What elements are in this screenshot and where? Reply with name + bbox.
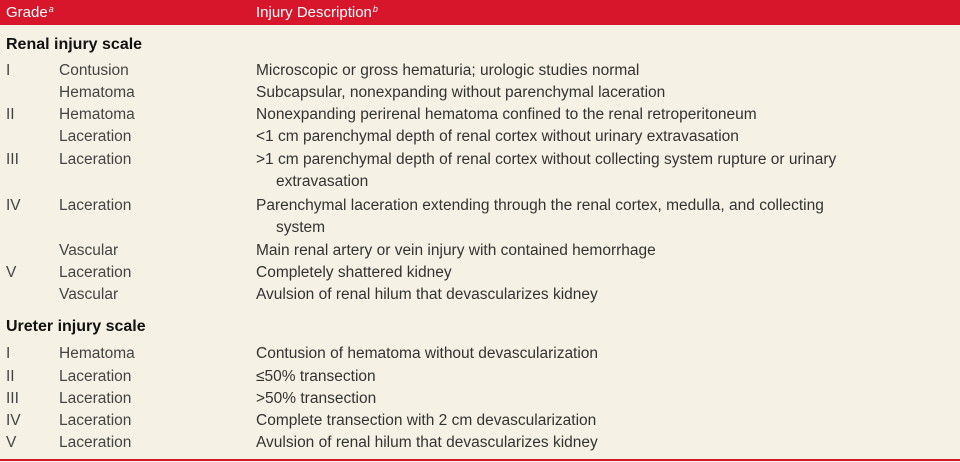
description-cell: Avulsion of renal hilum that devascularizes kidney <box>256 434 598 451</box>
injury-type-cell: Hematoma <box>59 106 135 123</box>
injury-type-cell: Vascular <box>59 242 119 259</box>
description-cell: Completely shattered kidney <box>256 264 452 281</box>
description-cell: Microscopic or gross hematuria; urologic studies normal <box>256 62 640 79</box>
description-cell: >50% transection <box>256 390 377 407</box>
description-line: Parenchymal laceration extending through the renal cortex, medulla, and collecting <box>256 197 824 214</box>
grade-footnote-marker: a <box>48 4 54 14</box>
table-header <box>0 0 960 25</box>
description-cell: <1 cm parenchymal depth of renal cortex without urinary extravasation <box>256 128 739 145</box>
ureter-section-title: Ureter injury scale <box>6 318 146 335</box>
injury-type-cell: Laceration <box>59 197 132 214</box>
injury-type-cell: Vascular <box>59 286 119 303</box>
description-footnote-marker: b <box>372 4 378 14</box>
table-bottom-rule <box>0 459 960 461</box>
injury-type-cell: Laceration <box>59 390 132 407</box>
description-cell: Complete transection with 2 cm devascularization <box>256 412 597 429</box>
description-line: >1 cm parenchymal depth of renal cortex without collecting system rupture or urinary <box>256 151 837 168</box>
description-cell: Main renal artery or vein injury with contained hemorrhage <box>256 242 656 259</box>
description-cell: Contusion of hematoma without devascularization <box>256 345 599 362</box>
injury-type-cell: Laceration <box>59 128 132 145</box>
injury-type-cell: Laceration <box>59 151 132 168</box>
grade-cell: V <box>6 434 17 451</box>
description-column-header: Injury Description$^b$ <box>256 4 378 21</box>
grade-column-header: Grade$^a$ <box>6 4 54 21</box>
description-continuation: extravasation <box>276 173 369 190</box>
description-continuation: system <box>276 219 326 236</box>
description-cell: Nonexpanding perirenal hematoma confined to the renal retroperitoneum <box>256 106 757 123</box>
injury-type-cell: Laceration <box>59 434 132 451</box>
injury-type-cell: Hematoma <box>59 84 135 101</box>
grade-cell: II <box>6 368 15 385</box>
description-cell: Subcapsular, nonexpanding without parenchymal laceration <box>256 84 666 101</box>
grade-cell: II <box>6 106 15 123</box>
description-cell <box>256 149 946 193</box>
injury-type-cell: Laceration <box>59 264 132 281</box>
renal-section-title: Renal injury scale <box>6 36 143 53</box>
injury-type-cell: Contusion <box>59 62 129 79</box>
description-cell <box>256 195 946 239</box>
description-cell: Avulsion of renal hilum that devascularizes kidney <box>256 286 598 303</box>
injury-type-cell: Hematoma <box>59 345 135 362</box>
injury-type-cell: Laceration <box>59 368 132 385</box>
grade-cell: I <box>6 62 11 79</box>
grade-cell: III <box>6 151 19 168</box>
description-cell: ≤50% transection <box>256 368 376 385</box>
grade-cell: I <box>6 345 11 362</box>
grade-cell: III <box>6 390 19 407</box>
grade-cell: IV <box>6 412 21 429</box>
grade-cell: V <box>6 264 17 281</box>
injury-type-cell: Laceration <box>59 412 132 429</box>
grade-cell: IV <box>6 197 21 214</box>
